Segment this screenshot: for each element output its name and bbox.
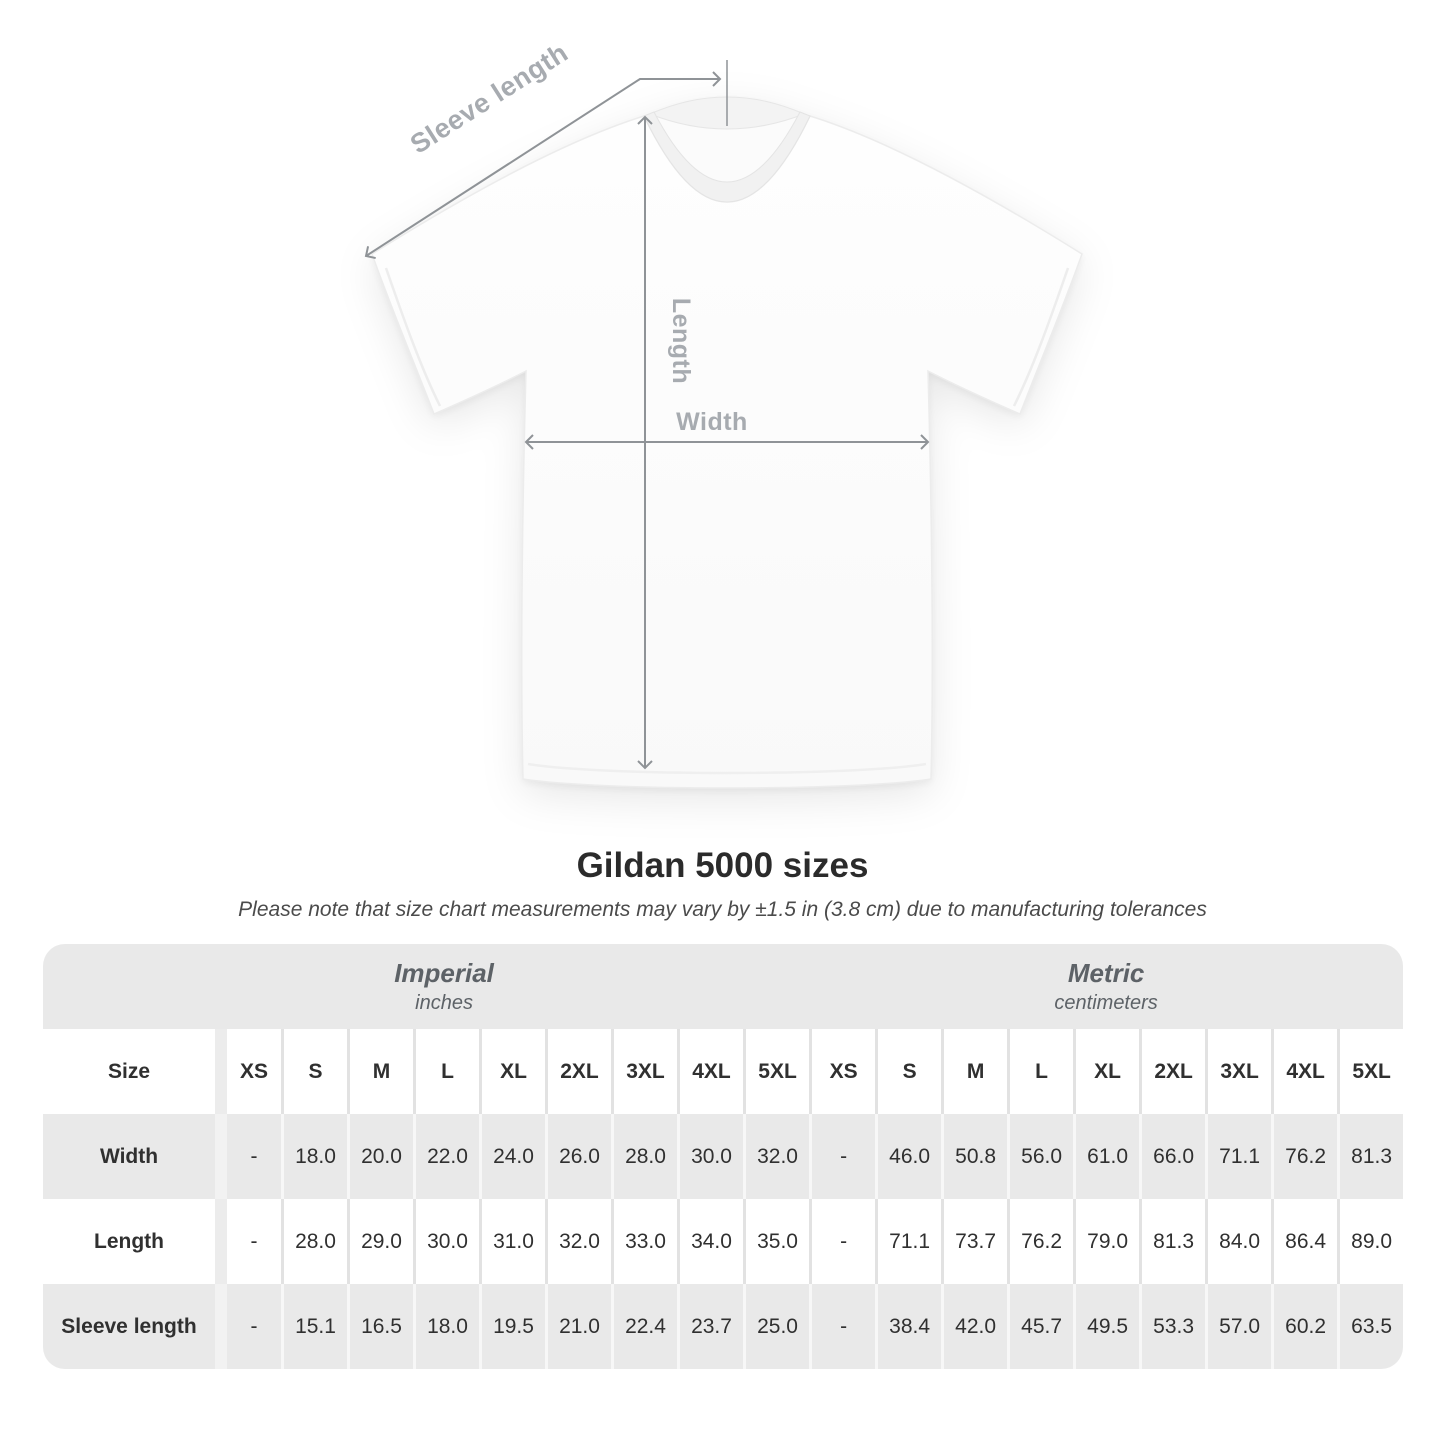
row-label-width: Width xyxy=(43,1114,215,1199)
metric-band xyxy=(809,944,1403,1029)
page-title: Gildan 5000 sizes xyxy=(576,846,869,885)
tolerance-note: Please note that size chart measurements may vary by ±1.5 in (3.8 cm) due to manufacturing tolerances xyxy=(238,898,1207,921)
imperial-size-m: M xyxy=(347,1029,413,1114)
sleeve-metric-s: 38.4 xyxy=(875,1284,941,1369)
width-metric-4xl: 76.2 xyxy=(1271,1114,1337,1199)
length-imperial-4xl: 34.0 xyxy=(677,1199,743,1284)
length-imperial-3xl: 33.0 xyxy=(611,1199,677,1284)
metric-size-2xl: 2XL xyxy=(1139,1029,1205,1114)
metric-band-unit: centimeters xyxy=(1054,991,1158,1014)
metric-size-xl: XL xyxy=(1073,1029,1139,1114)
size-table xyxy=(43,944,1403,1369)
sleeve-imperial-l: 18.0 xyxy=(413,1284,479,1369)
imperial-band-unit: inches xyxy=(415,991,473,1014)
width-metric-xs: - xyxy=(809,1114,875,1199)
length-imperial-xs: - xyxy=(215,1199,281,1284)
width-imperial-xl: 24.0 xyxy=(479,1114,545,1199)
tshirt-body xyxy=(372,116,1082,788)
metric-size-s: S xyxy=(875,1029,941,1114)
length-metric-2xl: 81.3 xyxy=(1139,1199,1205,1284)
length-imperial-xl: 31.0 xyxy=(479,1199,545,1284)
imperial-band-name: Imperial xyxy=(394,958,494,989)
size-header-row xyxy=(43,1029,1403,1114)
length-imperial-m: 29.0 xyxy=(347,1199,413,1284)
length-imperial-l: 30.0 xyxy=(413,1199,479,1284)
imperial-size-4xl: 4XL xyxy=(677,1029,743,1114)
imperial-size-5xl: 5XL xyxy=(743,1029,809,1114)
table-row-sleeve-length xyxy=(43,1284,1403,1369)
size-header-cell: Size xyxy=(43,1029,215,1114)
sleeve-imperial-xs: - xyxy=(215,1284,281,1369)
sleeve-metric-2xl: 53.3 xyxy=(1139,1284,1205,1369)
width-metric-l: 56.0 xyxy=(1007,1114,1073,1199)
sleeve-metric-3xl: 57.0 xyxy=(1205,1284,1271,1369)
length-metric-4xl: 86.4 xyxy=(1271,1199,1337,1284)
metric-size-xs: XS xyxy=(809,1029,875,1114)
row-label-length: Length xyxy=(43,1199,215,1284)
length-metric-xs: - xyxy=(809,1199,875,1284)
length-label: Length xyxy=(667,297,695,385)
width-imperial-2xl: 26.0 xyxy=(545,1114,611,1199)
size-table-wrap xyxy=(43,944,1403,1369)
length-metric-m: 73.7 xyxy=(941,1199,1007,1284)
metric-size-3xl: 3XL xyxy=(1205,1029,1271,1114)
width-metric-2xl: 66.0 xyxy=(1139,1114,1205,1199)
sleeve-imperial-3xl: 22.4 xyxy=(611,1284,677,1369)
sleeve-imperial-xl: 19.5 xyxy=(479,1284,545,1369)
imperial-size-l: L xyxy=(413,1029,479,1114)
sleeve-imperial-s: 15.1 xyxy=(281,1284,347,1369)
width-label: Width xyxy=(676,408,748,436)
length-metric-l: 76.2 xyxy=(1007,1199,1073,1284)
metric-size-4xl: 4XL xyxy=(1271,1029,1337,1114)
unit-band-row xyxy=(43,944,1403,1029)
length-imperial-2xl: 32.0 xyxy=(545,1199,611,1284)
width-imperial-s: 18.0 xyxy=(281,1114,347,1199)
sleeve-metric-xl: 49.5 xyxy=(1073,1284,1139,1369)
width-metric-m: 50.8 xyxy=(941,1114,1007,1199)
width-imperial-4xl: 30.0 xyxy=(677,1114,743,1199)
length-imperial-5xl: 35.0 xyxy=(743,1199,809,1284)
imperial-size-2xl: 2XL xyxy=(545,1029,611,1114)
sleeve-metric-5xl: 63.5 xyxy=(1337,1284,1403,1369)
sleeve-imperial-m: 16.5 xyxy=(347,1284,413,1369)
imperial-band xyxy=(43,944,809,1029)
width-metric-xl: 61.0 xyxy=(1073,1114,1139,1199)
imperial-size-s: S xyxy=(281,1029,347,1114)
length-imperial-s: 28.0 xyxy=(281,1199,347,1284)
width-imperial-xs: - xyxy=(215,1114,281,1199)
length-metric-5xl: 89.0 xyxy=(1337,1199,1403,1284)
length-metric-xl: 79.0 xyxy=(1073,1199,1139,1284)
length-metric-3xl: 84.0 xyxy=(1205,1199,1271,1284)
sleeve-imperial-5xl: 25.0 xyxy=(743,1284,809,1369)
width-imperial-3xl: 28.0 xyxy=(611,1114,677,1199)
sleeve-metric-4xl: 60.2 xyxy=(1271,1284,1337,1369)
metric-size-l: L xyxy=(1007,1029,1073,1114)
sleeve-metric-l: 45.7 xyxy=(1007,1284,1073,1369)
sleeve-imperial-2xl: 21.0 xyxy=(545,1284,611,1369)
metric-size-5xl: 5XL xyxy=(1337,1029,1403,1114)
metric-band-name: Metric xyxy=(1067,958,1145,989)
metric-size-m: M xyxy=(941,1029,1007,1114)
table-row-length xyxy=(43,1199,1403,1284)
imperial-size-3xl: 3XL xyxy=(611,1029,677,1114)
sleeve-length-label: Sleeve length xyxy=(404,37,574,160)
table-row-width xyxy=(43,1114,1403,1199)
length-metric-s: 71.1 xyxy=(875,1199,941,1284)
sleeve-imperial-4xl: 23.7 xyxy=(677,1284,743,1369)
width-imperial-5xl: 32.0 xyxy=(743,1114,809,1199)
width-metric-5xl: 81.3 xyxy=(1337,1114,1403,1199)
sleeve-metric-xs: - xyxy=(809,1284,875,1369)
imperial-size-xl: XL xyxy=(479,1029,545,1114)
sleeve-metric-m: 42.0 xyxy=(941,1284,1007,1369)
width-metric-3xl: 71.1 xyxy=(1205,1114,1271,1199)
imperial-size-xs: XS xyxy=(215,1029,281,1114)
width-imperial-m: 20.0 xyxy=(347,1114,413,1199)
width-metric-s: 46.0 xyxy=(875,1114,941,1199)
row-label-sleeve-length: Sleeve length xyxy=(43,1284,215,1369)
width-imperial-l: 22.0 xyxy=(413,1114,479,1199)
